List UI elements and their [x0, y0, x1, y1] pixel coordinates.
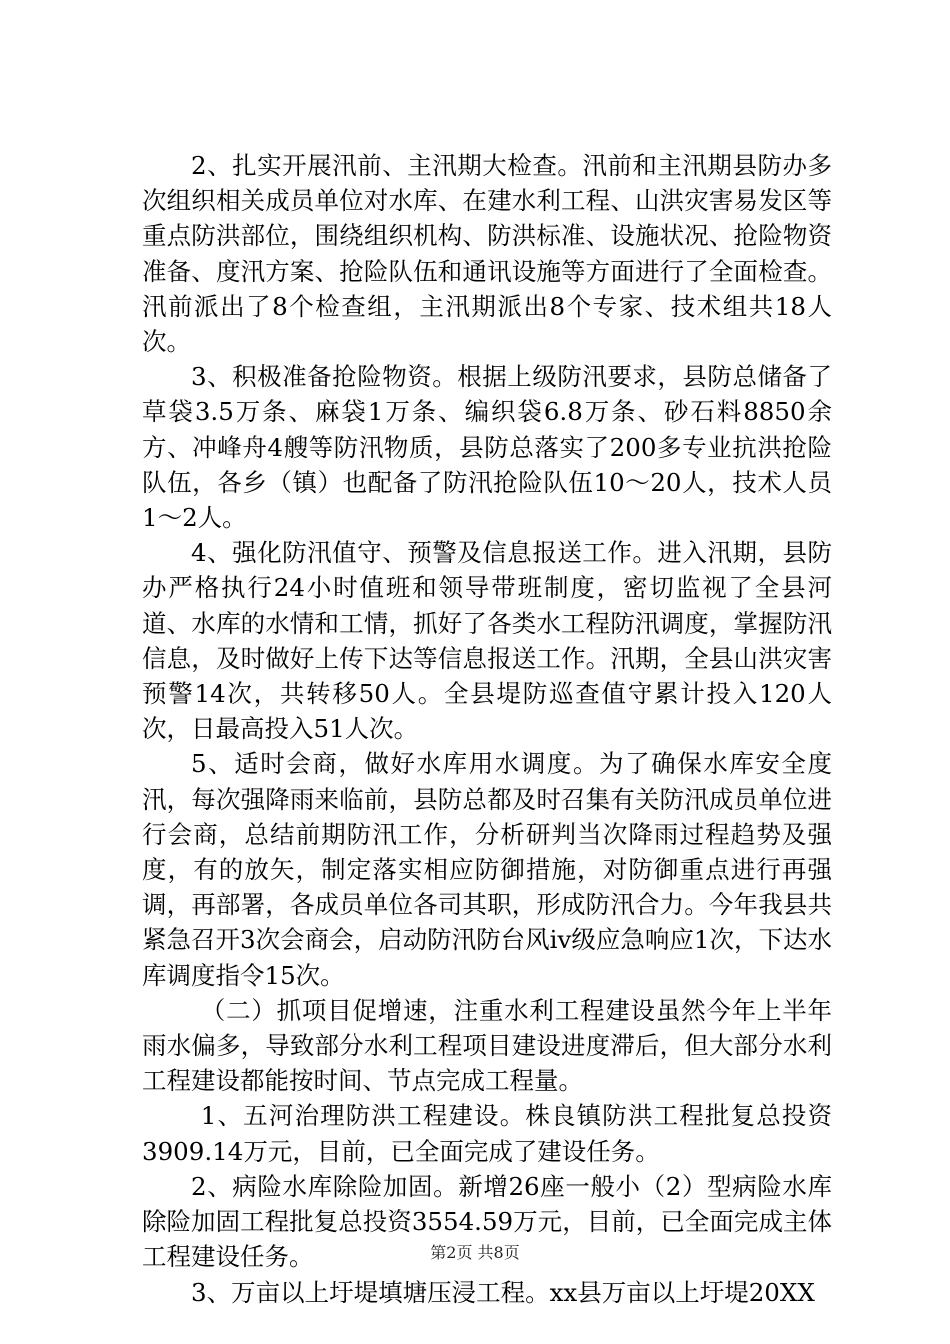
paragraph-flood-project: 1、五河治理防洪工程建设。株良镇防洪工程批复总投资3909.14万元，目前，已全面完成了建设任务。	[142, 1101, 832, 1166]
document-body	[142, 148, 832, 1310]
paragraph-warning: 4、强化防汛值守、预警及信息报送工作。进入汛期，县防办严格执行24小时值班和领导带班制度，密切监视了全县河道、水库的水情和工情，抓好了各类水工程防汛调度，掌握防汛信息，及时做好上传下达等信息报送工作。汛期，全县山洪灾害预警14次，共转移50人。全县堤防巡查值守累计投入120人次，日最高投入51人次。	[142, 538, 832, 744]
paragraph-inspection: 2、扎实开展汛前、主汛期大检查。汛前和主汛期县防办多次组织相关成员单位对水库、在建水利工程、山洪灾害易发区等重点防洪部位，围绕组织机构、防洪标准、设施状况、抢险物资准备、度汛方案、抢险队伍和通讯设施等方面进行了全面检查。汛前派出了8个检查组，主汛期派出8个专家、技术组共18人次。	[142, 151, 832, 357]
paragraph-materials: 3、积极准备抢险物资。根据上级防汛要求，县防总储备了草袋3.5万条、麻袋1万条、编织袋6.8万条、砂石料8850余方、冲峰舟4艘等防汛物质，县防总落实了200多专业抗洪抢险队伍，各乡（镇）也配备了防汛抢险队伍10～20人，技术人员1～2人。	[142, 362, 832, 533]
paragraph-consultation: 5、适时会商，做好水库用水调度。为了确保水库安全度汛，每次强降雨来临前，县防总都及时召集有关防汛成员单位进行会商，总结前期防汛工作，分析研判当次降雨过程趋势及强度，有的放矢，制定落实相应防御措施，对防御重点进行再强调，再部署，各成员单位各司其职，形成防汛合力。今年我县共紧急召开3次会商会，启动防汛防台风iv级应急响应1次，下达水库调度指令15次。	[142, 749, 832, 990]
page-number: 第2页 共8页	[430, 1243, 520, 1262]
paragraph-section-two: （二）抓项目促增速，注重水利工程建设虽然今年上半年雨水偏多，导致部分水利工程项目建设进度滞后，但大部分水利工程建设都能按时间、节点完成工程量。	[142, 995, 832, 1096]
paragraph-reservoir: 2、病险水库除险加固。新增26座一般小（2）型病险水库除险加固工程批复总投资3554.59万元，目前，已全面完成主体工程建设任务。	[142, 1171, 832, 1272]
paragraph-levee: 3、万亩以上圩堤填塘压浸工程。xx县万亩以上圩堤20XX	[191, 1277, 815, 1307]
